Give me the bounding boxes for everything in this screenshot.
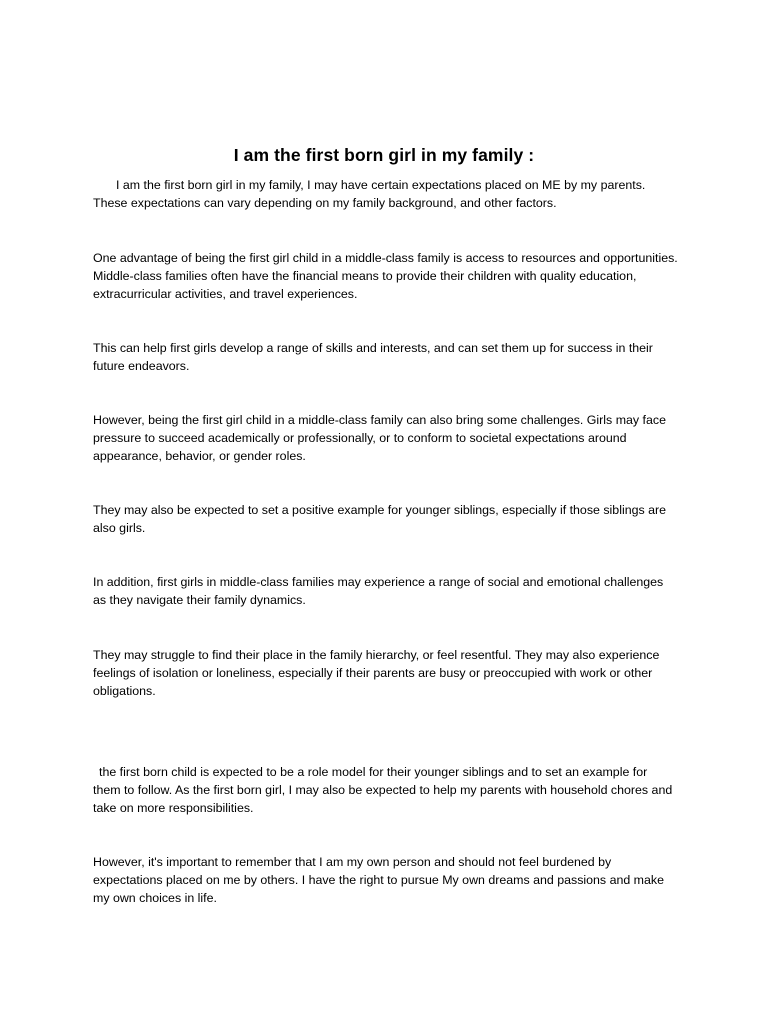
paragraph-conclusion: However, it's important to remember that I am my own person and should not feel burdened by expectations placed on me by others. I have the right to pursue My own dreams and passions and make my own choices in life. (93, 855, 664, 905)
paragraph-skills: This can help first girls develop a range of skills and interests, and can set them up for success in their future endeavors. (93, 341, 653, 373)
paragraph-intro: I am the first born girl in my family, I may have certain expectations placed on ME by my parents. These expectations can vary depending on my family background, and other factors. (93, 178, 646, 210)
document-title: I am the first born girl in my family : (233, 145, 535, 165)
paragraph-challenges: However, being the first girl child in a middle-class family can also bring some challenges. Girls may face pressure to succeed academically or professionally, or to conform to societal expectations around appearance, behavior, or gender roles. (93, 413, 666, 463)
paragraph-siblings: They may also be expected to set a positive example for younger siblings, especially if those siblings are also girls. (93, 503, 667, 535)
paragraph-social: In addition, first girls in middle-class families may experience a range of social and emotional challenges as they navigate their family dynamics. (93, 575, 664, 607)
paragraph-advantage: One advantage of being the first girl child in a middle-class family is access to resources and opportunities. Middle-class families often have the financial means to provide their children with quality education, extracurricular activities, and travel experiences. (93, 251, 678, 301)
paragraph-role-model: the first born child is expected to be a role model for their younger siblings and to set an example for them to follow. As the first born girl, I may also be expected to help my parents with household chores and take on more responsibilities. (93, 765, 673, 815)
paragraph-hierarchy: They may struggle to find their place in the family hierarchy, or feel resentful. They may also experience feelings of isolation or loneliness, especially if their parents are busy or preoccupied with work or other obligations. (93, 648, 660, 698)
